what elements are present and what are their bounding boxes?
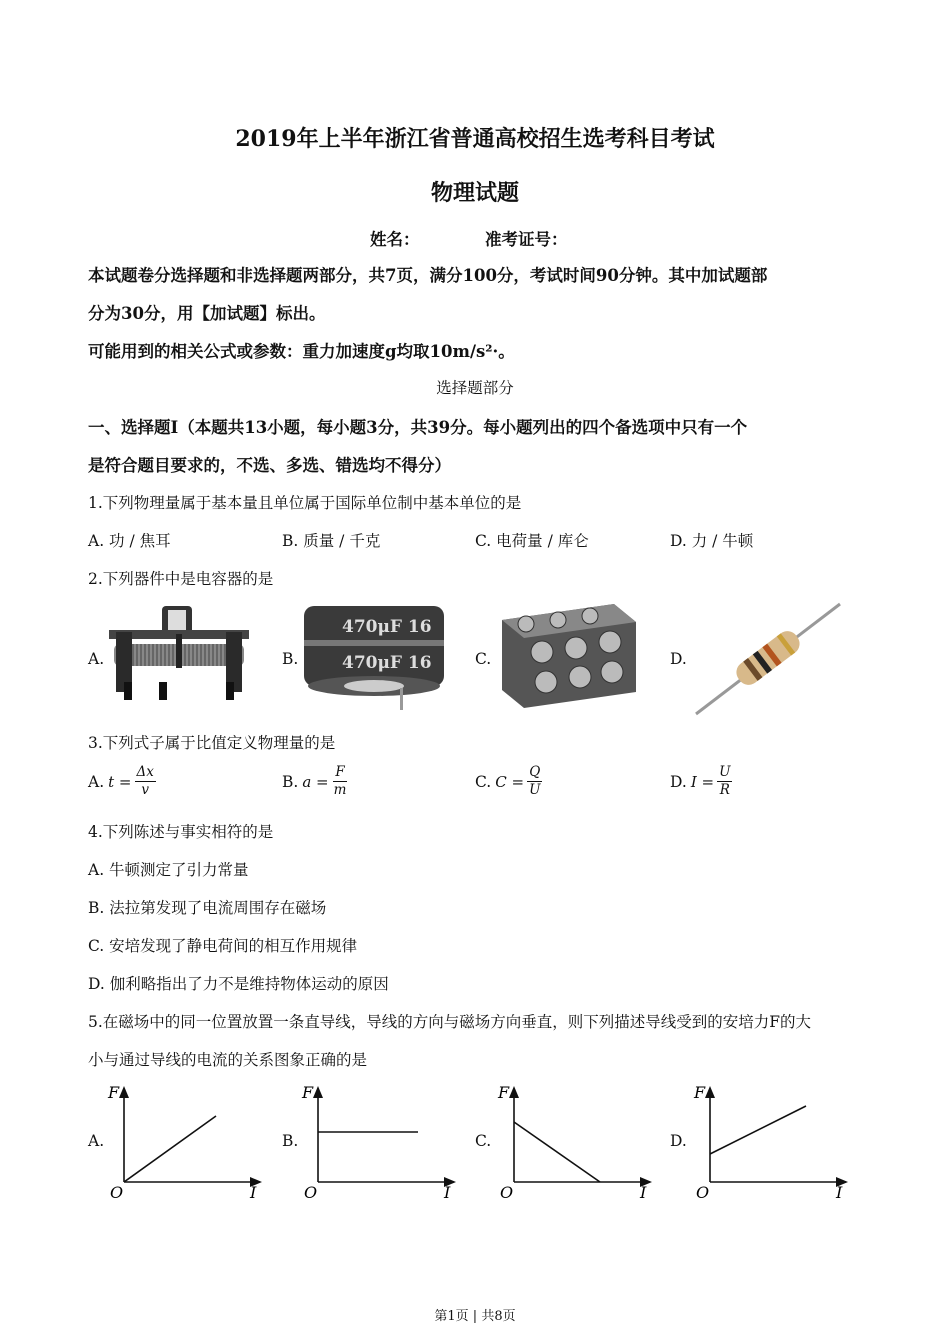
graph-d-origin: O: [696, 1183, 710, 1200]
q3-num-d: U: [719, 764, 731, 780]
q3-den-b: m: [333, 782, 347, 798]
q5-graph-b: [294, 1080, 464, 1200]
q4-option-a: A. 牛顿测定了引力常量: [88, 861, 249, 879]
q3-lhs-d: I =: [690, 772, 715, 791]
q3-label-d: D.: [670, 772, 687, 791]
q4-option-c: C. 安培发现了静电荷间的相互作用规律: [88, 937, 358, 955]
id-label: 准考证号：: [485, 230, 568, 249]
name-label: 姓名：: [370, 230, 420, 249]
graph-b-x-label: I: [444, 1183, 451, 1200]
q3-num-b: F: [335, 764, 345, 780]
q3-lhs-a: t =: [108, 772, 132, 791]
exam-title: 2019年上半年浙江省普通高校招生选考科目考试: [235, 126, 715, 152]
graph-a-line: [124, 1116, 216, 1182]
graph-b-origin: O: [304, 1183, 318, 1200]
section-heading: 选择题部分: [436, 379, 514, 397]
part1-instructions-1: 一、选择题Ⅰ（本题共13小题，每小题3分，共39分。每小题列出的四个备选项中只有一个: [88, 418, 748, 437]
intro-line-3: 可能用到的相关公式或参数：重力加速度g均取10m/s²·。: [88, 342, 515, 361]
graph-a-x-label: I: [250, 1183, 257, 1200]
q3-num-a: Δx: [136, 764, 154, 780]
resistor-image: [690, 600, 846, 718]
q3-stem: 3.下列式子属于比值定义物理量的是: [88, 734, 336, 752]
q2-option-c: C.: [475, 650, 492, 668]
q2-stem: 2.下列器件中是电容器的是: [88, 570, 274, 588]
graph-c-x-label: I: [640, 1183, 647, 1200]
graph-d-line: [710, 1106, 806, 1154]
subject-title: 物理试题: [430, 180, 519, 206]
q3-den-d: R: [719, 782, 730, 798]
q3-num-c: Q: [529, 764, 541, 780]
q3-option-a: [88, 764, 156, 799]
q5-option-a: A.: [88, 1132, 105, 1150]
q3-fraction-c: [527, 764, 542, 799]
q3-label-c: C.: [475, 772, 492, 791]
q3-option-d: [670, 764, 732, 799]
q1-option-a: A. 功 / 焦耳: [88, 532, 171, 550]
graph-b-y-label: F: [302, 1083, 314, 1102]
q4-option-d: D. 伽利略指出了力不是维持物体运动的原因: [88, 975, 389, 993]
q3-den-a: v: [141, 782, 149, 798]
intro-line-2: 分为30分，用【加试题】标出。: [88, 304, 326, 323]
q3-option-c: [475, 764, 542, 799]
q5-stem-line-2: 小与通过导线的电流的关系图象正确的是: [88, 1051, 368, 1069]
q5-option-c: C.: [475, 1132, 492, 1150]
q3-label-b: B.: [282, 772, 299, 791]
q3-den-c: U: [529, 782, 541, 798]
q3-fraction-b: [332, 764, 349, 799]
graph-a-y-label: F: [108, 1083, 120, 1102]
q3-fraction-a: [135, 764, 156, 799]
q2-option-a: A.: [88, 650, 105, 668]
q5-stem-line-1: 5.在磁场中的同一位置放置一条直导线，导线的方向与磁场方向垂直，则下列描述导线受到的安培力F的大: [88, 1013, 812, 1031]
capacitor-label-1: 470μF 16: [342, 617, 432, 637]
q5-option-b: B.: [282, 1132, 299, 1150]
part1-instructions-2: 是符合题目要求的，不选、多选、错选均不得分）: [88, 456, 451, 475]
q3-lhs-c: C =: [495, 772, 525, 791]
resistance-box-image: [494, 600, 644, 712]
q3-label-a: A.: [88, 772, 105, 791]
capacitor-label-2: 470μF 16: [342, 653, 432, 673]
q5-graph-d: [686, 1080, 856, 1200]
page-number: 第1页 | 共8页: [434, 1309, 516, 1324]
graph-a-origin: O: [110, 1183, 124, 1200]
q2-option-d: D.: [670, 650, 687, 668]
q5-graph-c: [490, 1080, 660, 1200]
q5-graph-a: [100, 1080, 270, 1200]
capacitor-image: [298, 602, 448, 712]
graph-c-y-label: F: [498, 1083, 510, 1102]
intro-line-1: 本试题卷分选择题和非选择题两部分，共7页，满分100分，考试时间90分钟。其中加试题部: [88, 266, 768, 285]
q2-option-b: B.: [282, 650, 299, 668]
rheostat-image: [104, 604, 254, 706]
q1-option-b: B. 质量 / 千克: [282, 532, 381, 550]
q1-option-d: D. 力 / 牛顿: [670, 532, 754, 550]
q4-option-b: B. 法拉第发现了电流周围存在磁场: [88, 899, 327, 917]
q5-option-d: D.: [670, 1132, 687, 1150]
graph-d-x-label: I: [836, 1183, 843, 1200]
q3-lhs-b: a =: [302, 772, 329, 791]
graph-c-line: [514, 1122, 600, 1182]
q1-option-c: C. 电荷量 / 库仑: [475, 532, 589, 550]
graph-c-origin: O: [500, 1183, 514, 1200]
q4-stem: 4.下列陈述与事实相符的是: [88, 823, 274, 841]
q3-fraction-d: [717, 764, 732, 799]
graph-d-y-label: F: [694, 1083, 706, 1102]
q3-option-b: [282, 764, 348, 799]
q1-stem: 1.下列物理量属于基本量且单位属于国际单位制中基本单位的是: [88, 494, 522, 512]
